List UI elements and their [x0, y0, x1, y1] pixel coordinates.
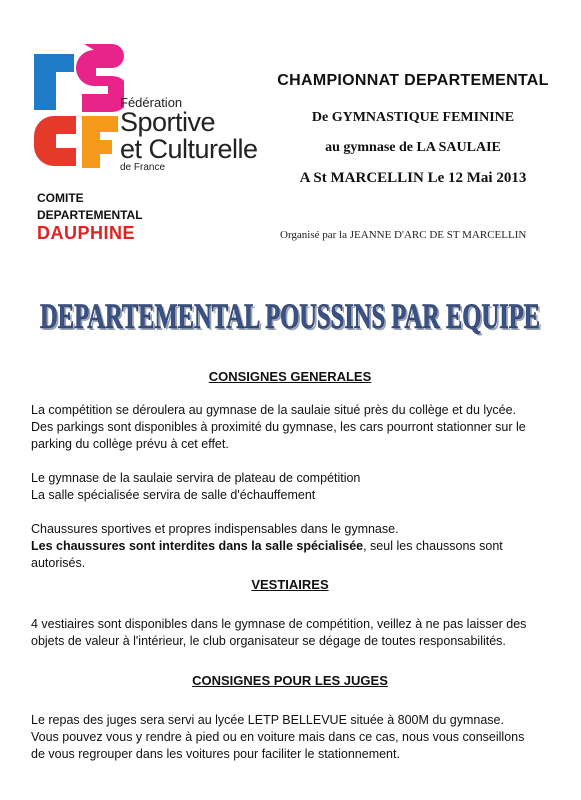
juges-line-2: Vous pouvez vous y rendre à pied ou en voiture mais dans ce cas, nous vous conseillons — [31, 730, 525, 744]
general-p1-line-3: parking du collège prévu à cet effet. — [31, 437, 229, 451]
comite-region: DAUPHINE — [37, 223, 136, 243]
fscf-logo — [34, 44, 124, 172]
general-p2-line-2: La salle spécialisée servira de salle d'échauffement — [31, 488, 316, 502]
general-p3-line-1: Chaussures sportives et propres indispensables dans le gymnase. — [31, 522, 399, 536]
organiser-note: Organisé par la JEANNE D'ARC DE ST MARCELLIN — [280, 229, 527, 241]
federation-line-1: Fédération — [120, 95, 183, 110]
shoes-warning-rest: , seul les chaussons sont — [363, 539, 503, 553]
shoes-warning: Les chaussures sont interdites dans la salle spécialisée — [31, 539, 364, 553]
general-paragraph-3 — [31, 521, 551, 572]
general-p2-line-1: Le gymnase de la saulaie servira de plateau de compétition — [31, 471, 361, 485]
federation-name — [120, 96, 258, 173]
vestiaires-line-1: 4 vestiaires sont disponibles dans le gymnase de compétition, veillez à ne pas laisser des — [31, 617, 527, 631]
comite-label — [37, 190, 143, 224]
general-heading: CONSIGNES GENERALES — [208, 369, 372, 384]
federation-line-4: de France — [120, 162, 166, 173]
general-p3-line-2 — [31, 538, 551, 555]
event-banner-shadow: DEPARTEMENTAL POUSSINS PAR EQUIPE — [42, 298, 542, 338]
general-p1-line-2: Des parkings sont disponibles à proximité du gymnase, les cars pourront stationner sur le — [31, 420, 526, 434]
championship-date: A St MARCELLIN Le 12 Mai 2013 — [299, 170, 527, 186]
juges-heading: CONSIGNES POUR LES JUGES — [192, 673, 388, 688]
vestiaires-line-2: objets de valeur à l'intérieur, le club organisateur se dégage de toutes responsabilités. — [31, 634, 506, 648]
logo-pink-block — [76, 44, 124, 112]
vestiaires-heading: VESTIAIRES — [251, 577, 329, 592]
event-banner — [30, 286, 550, 346]
championship-title: CHAMPIONNAT DEPARTEMENTAL — [277, 72, 549, 89]
event-banner-text: DEPARTEMENTAL POUSSINS PAR EQUIPE — [40, 296, 540, 336]
general-p1-line-1: La compétition se déroulera au gymnase de la saulaie situé près du collège et du lycée. — [31, 403, 517, 417]
championship-subtitle: De GYMNASTIQUE FEMININE — [311, 110, 515, 125]
juges-line-1: Le repas des juges sera servi au lycée LETP BELLEVUE située à 800M du gymnase. — [31, 713, 504, 727]
federation-line-3: et Culturelle — [120, 134, 258, 164]
logo-red-block — [34, 116, 76, 166]
juges-paragraph — [31, 712, 551, 763]
general-p3-line-3: autorisés. — [31, 556, 86, 570]
federation-line-2: Sportive — [120, 107, 216, 137]
comite-line-1: COMITE — [37, 191, 84, 205]
general-paragraph-1 — [31, 402, 551, 453]
comite-line-2: DEPARTEMENTAL — [37, 208, 143, 222]
general-paragraph-2 — [31, 470, 551, 504]
championship-venue: au gymnase de LA SAULAIE — [325, 140, 501, 155]
juges-line-3: de vous regrouper dans les voitures pour faciliter le stationnement. — [31, 747, 400, 761]
vestiaires-paragraph — [31, 616, 551, 650]
